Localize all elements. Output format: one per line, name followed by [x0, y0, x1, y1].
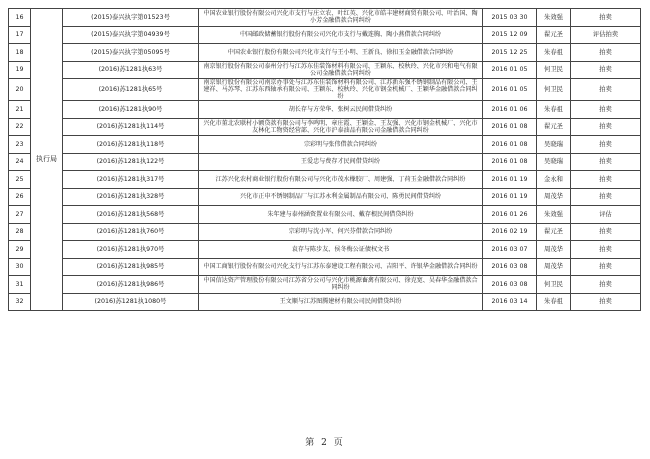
row-number: 25 [9, 171, 31, 189]
row-number: 18 [9, 44, 31, 62]
case-parties: 中国信达资产管理股份有限公司江苏省分公司与兴化市桃源畜禽有限公司、徐克宽、吴春华金融借款合同纠纷 [199, 276, 483, 294]
table-row [9, 61, 641, 79]
case-number: (2016)苏1281执1080号 [63, 293, 199, 311]
filing-date: 2016 03 08 [483, 258, 537, 276]
officer-name: 周茂华 [537, 188, 571, 206]
row-number: 29 [9, 241, 31, 259]
filing-date: 2016 01 08 [483, 136, 537, 154]
table-row [9, 188, 641, 206]
disposal-method: 拍卖 [571, 258, 641, 276]
disposal-method: 拍卖 [571, 101, 641, 119]
case-parties: 兴化市董北农联村小额贷款有限公司与李鸣明、章庄霞、王颖金、王友强、兴化市钢金机械厂、兴化市友林化工物资经营部、兴化市沪泰油品有限公司金融借款合同纠纷 [199, 118, 483, 136]
case-number: (2016)苏1281执65号 [63, 79, 199, 101]
case-parties: 南京银行股份有限公司泰州分行与江苏东佳装饰材料有限公司、王颖东、校秋玲、兴化市兴和电气有限公司金融借款合同纠纷 [199, 61, 483, 79]
officer-name: 吴晓瑞 [537, 136, 571, 154]
officer-name: 周茂华 [537, 241, 571, 259]
row-number: 28 [9, 223, 31, 241]
filing-date: 2016 01 05 [483, 79, 537, 101]
table-row [9, 258, 641, 276]
row-number: 21 [9, 101, 31, 119]
officer-name: 朱效强 [537, 9, 571, 27]
filing-date: 2016 01 08 [483, 118, 537, 136]
row-number: 16 [9, 9, 31, 27]
row-number: 22 [9, 118, 31, 136]
officer-name: 翟元圣 [537, 118, 571, 136]
case-number: (2016)苏1281执568号 [63, 206, 199, 224]
table-row [9, 171, 641, 189]
filing-date: 2015 12 25 [483, 44, 537, 62]
department-cell: 执行局 [31, 9, 63, 311]
officer-name: 何卫民 [537, 79, 571, 101]
case-number: (2015)泰兴执字第01523号 [63, 9, 199, 27]
case-parties: 宗彩明与沈小军、何兴芬借款合同纠纷 [199, 223, 483, 241]
table-row [9, 101, 641, 119]
row-number: 20 [9, 79, 31, 101]
disposal-method: 评估拍卖 [571, 26, 641, 44]
case-number: (2016)苏1281执122号 [63, 153, 199, 171]
disposal-method: 拍卖 [571, 44, 641, 62]
row-number: 32 [9, 293, 31, 311]
filing-date: 2016 01 19 [483, 171, 537, 189]
table-row [9, 26, 641, 44]
case-parties: 宗彩明与张伟借款合同纠纷 [199, 136, 483, 154]
filing-date: 2016 03 14 [483, 293, 537, 311]
filing-date: 2016 01 19 [483, 188, 537, 206]
row-number: 26 [9, 188, 31, 206]
filing-date: 2015 03 30 [483, 9, 537, 27]
row-number: 19 [9, 61, 31, 79]
case-number: (2015)泰兴执字第04939号 [63, 26, 199, 44]
page-number: 第 2 页 [305, 438, 345, 448]
disposal-method: 拍卖 [571, 9, 641, 27]
case-number: (2016)苏1281执760号 [63, 223, 199, 241]
case-number: (2015)泰兴执字第05095号 [63, 44, 199, 62]
case-parties: 中国邮政储蓄银行股份有限公司兴化市支行与戴连胸、陶小燕借款合同纠纷 [199, 26, 483, 44]
case-number: (2016)苏1281执970号 [63, 241, 199, 259]
case-number: (2016)苏1281执986号 [63, 276, 199, 294]
officer-name: 吴晓瑞 [537, 153, 571, 171]
case-number: (2016)苏1281执114号 [63, 118, 199, 136]
officer-name: 何卫民 [537, 276, 571, 294]
case-parties: 江苏兴化农村商业银行股份有限公司与兴化市茂水橡胶厂、周建强、丁荷玉金融借款合同纠纷 [199, 171, 483, 189]
case-parties: 胡长存与方荣华、张树云民间借贷纠纷 [199, 101, 483, 119]
disposal-method: 拍卖 [571, 223, 641, 241]
table-body [9, 9, 641, 311]
disposal-method: 拍卖 [571, 171, 641, 189]
filing-date: 2016 01 26 [483, 206, 537, 224]
table-row [9, 118, 641, 136]
table-row [9, 153, 641, 171]
table-row [9, 136, 641, 154]
filing-date: 2016 01 08 [483, 153, 537, 171]
officer-name: 朱春祖 [537, 293, 571, 311]
case-table [8, 8, 641, 311]
table-row [9, 241, 641, 259]
filing-date: 2016 02 19 [483, 223, 537, 241]
table-row [9, 206, 641, 224]
row-number: 27 [9, 206, 31, 224]
disposal-method: 拍卖 [571, 79, 641, 101]
table-row [9, 276, 641, 294]
disposal-method: 拍卖 [571, 118, 641, 136]
officer-name: 周茂华 [537, 258, 571, 276]
case-number: (2016)苏1281执317号 [63, 171, 199, 189]
disposal-method: 拍卖 [571, 136, 641, 154]
table-row [9, 44, 641, 62]
case-parties: 王爱忠与费存才民间借贷纠纷 [199, 153, 483, 171]
disposal-method: 拍卖 [571, 241, 641, 259]
filing-date: 2016 03 08 [483, 276, 537, 294]
row-number: 30 [9, 258, 31, 276]
case-parties: 南京银行股份有限公司南京办事处与江苏东佳装饰材料有限公司、江苏新东强不锈钢制品有限公司、王建祥、马苏琴、江苏东西轴承有限公司、王颖东、校秋玲、兴化市钢金机械厂、王颖华金融借款合同纠纷 [199, 79, 483, 101]
table-row [9, 223, 641, 241]
disposal-method: 拍卖 [571, 276, 641, 294]
case-number: (2016)苏1281执63号 [63, 61, 199, 79]
disposal-method: 拍卖 [571, 293, 641, 311]
disposal-method: 评估 [571, 206, 641, 224]
case-parties: 朱年建与泰州涵资置业有限公司、戴存根民间借贷纠纷 [199, 206, 483, 224]
case-number: (2016)苏1281执985号 [63, 258, 199, 276]
officer-name: 朱春祖 [537, 101, 571, 119]
case-parties: 兴化市正申不锈钢制品厂与江苏永利金属制品有限公司、陈勇民间借贷纠纷 [199, 188, 483, 206]
row-number: 24 [9, 153, 31, 171]
row-number: 17 [9, 26, 31, 44]
case-number: (2016)苏1281执90号 [63, 101, 199, 119]
filing-date: 2016 01 05 [483, 61, 537, 79]
case-parties: 中国农业银行股份有限公司兴化市支行与王小明、王新良、徐扣玉金融借款合同纠纷 [199, 44, 483, 62]
case-number: (2016)苏1281执328号 [63, 188, 199, 206]
case-parties: 袁存与陈步友、侯冬梅公证债权文书 [199, 241, 483, 259]
filing-date: 2016 03 07 [483, 241, 537, 259]
disposal-method: 拍卖 [571, 188, 641, 206]
case-parties: 中国农业银行股份有限公司兴化市支行与庄立农、叶红英、兴化市皓丰建材商贸有限公司、叶治国、陶小芳金融借款合同纠纷 [199, 9, 483, 27]
case-parties: 王文顺与江苏图腾建材有限公司民间借贷纠纷 [199, 293, 483, 311]
disposal-method: 拍卖 [571, 61, 641, 79]
table-row [9, 79, 641, 101]
case-parties: 中国工商银行股份有限公司兴化支行与江苏东泰建设工程有限公司、吉阳平、许银华金融借款合同纠纷 [199, 258, 483, 276]
disposal-method: 拍卖 [571, 153, 641, 171]
officer-name: 朱春祖 [537, 44, 571, 62]
table-row [9, 293, 641, 311]
officer-name: 翟元圣 [537, 26, 571, 44]
case-number: (2016)苏1281执118号 [63, 136, 199, 154]
row-number: 31 [9, 276, 31, 294]
row-number: 23 [9, 136, 31, 154]
table-row [9, 9, 641, 27]
officer-name: 朱效强 [537, 206, 571, 224]
officer-name: 翟元圣 [537, 223, 571, 241]
filing-date: 2016 01 06 [483, 101, 537, 119]
officer-name: 金永和 [537, 171, 571, 189]
officer-name: 何卫民 [537, 61, 571, 79]
filing-date: 2015 12 09 [483, 26, 537, 44]
